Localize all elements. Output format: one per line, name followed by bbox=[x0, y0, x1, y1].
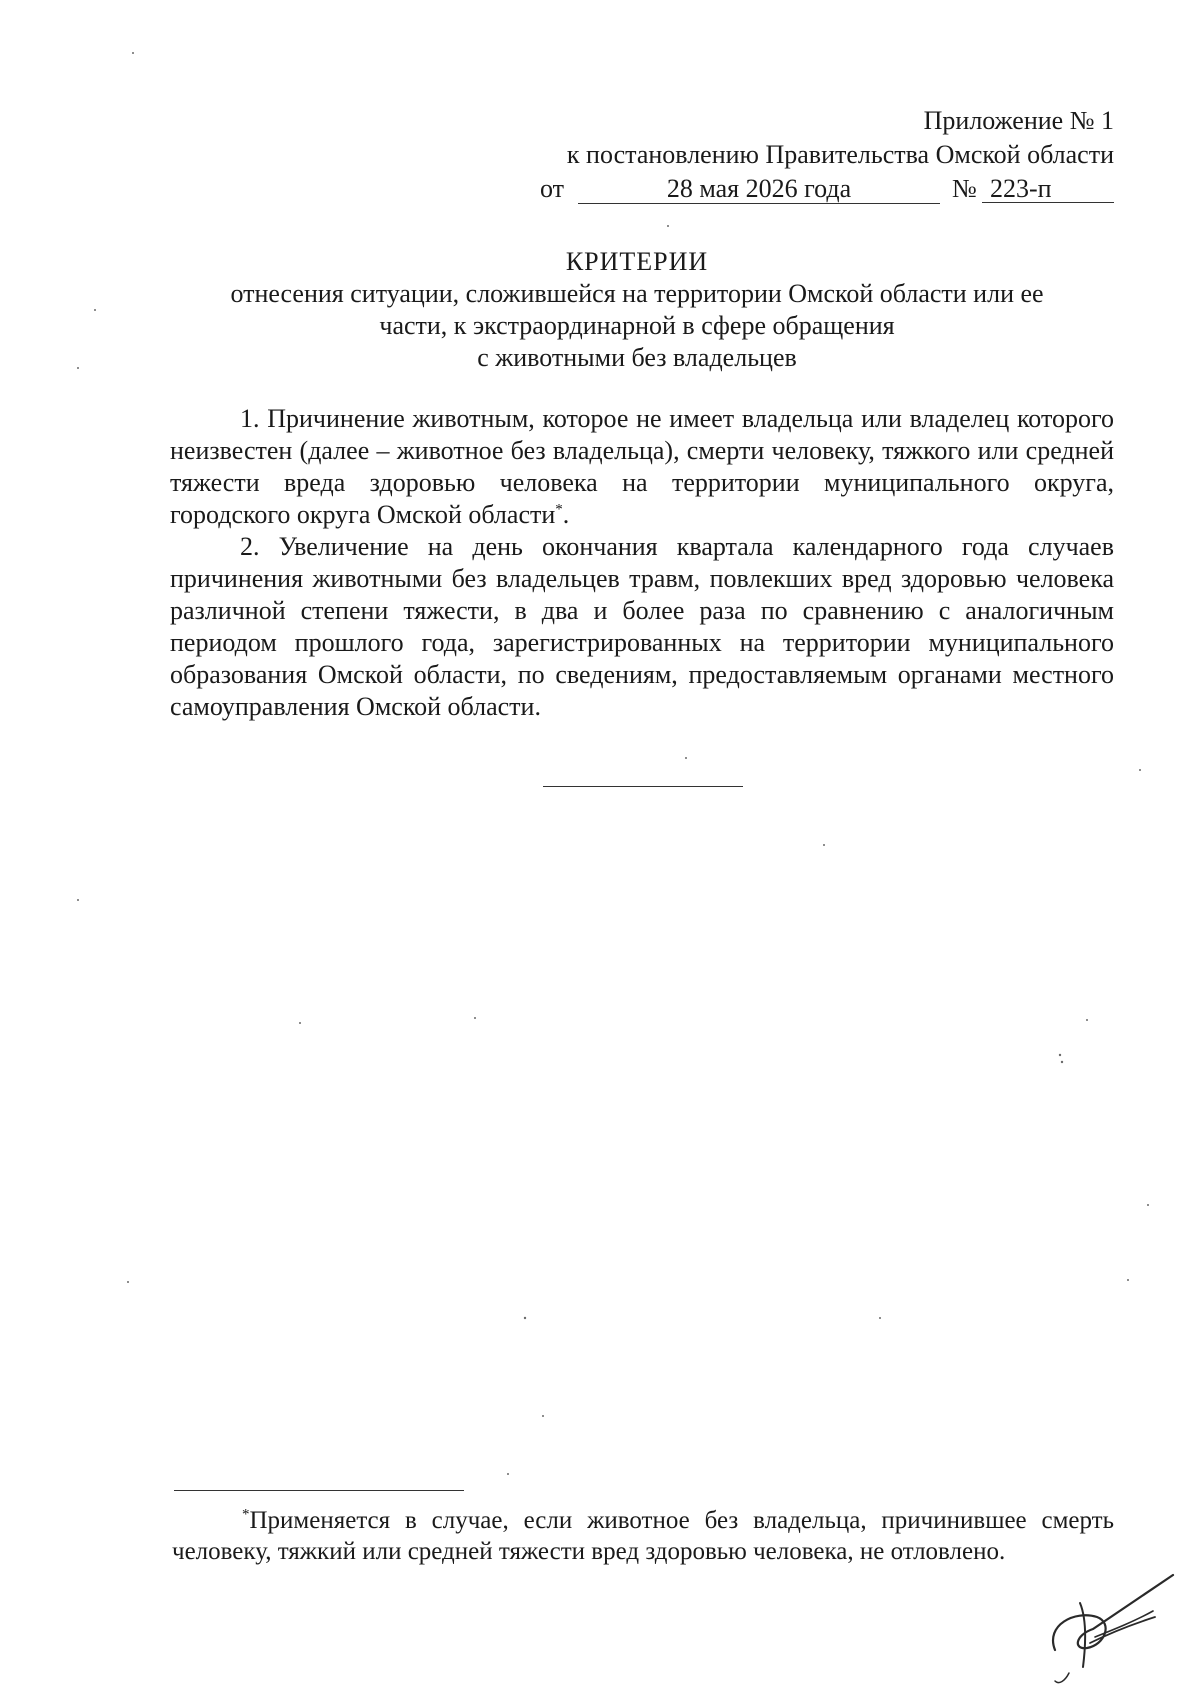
footnote-rule bbox=[174, 1490, 464, 1491]
number-label: № bbox=[952, 174, 977, 203]
from-label: от bbox=[540, 174, 565, 203]
appendix-number: Приложение № 1 bbox=[923, 106, 1114, 135]
resolution-number: 223-п bbox=[982, 172, 1114, 203]
footnote-reference[interactable]: * bbox=[555, 501, 563, 518]
appendix-header bbox=[540, 104, 1114, 208]
resolution-date: 28 мая 2026 года bbox=[578, 172, 940, 204]
title-main: КРИТЕРИИ bbox=[565, 247, 709, 276]
footnote bbox=[172, 1505, 1114, 1567]
footnote-text: Применяется в случае, если животное без владельца, причинившее смерть человеку, тяжкий или средней тяжести вред здоровью человека, не отловлено. bbox=[172, 1507, 1114, 1565]
handwritten-signature bbox=[1035, 1555, 1185, 1690]
criterion-1-text: 1. Причинение животным, которое не имеет владельца или владелец которого неизвестен (далее – животное без владельца), смерти человеку, тяжкого или средней тяжести вреда здоровью человека на территории муниципального округа, городского округа Омской области bbox=[170, 404, 1114, 529]
criterion-2: 2. Увеличение на день окончания квартала календарного года случаев причинения животными без владельцев травм, повлекших вред здоровью человека различной степени тяжести, в два и более раза по сравнению с аналогичным периодом прошлого года, зарегистрированных на территории муниципального образования Омской области, по сведениям, предоставляемым органами местного самоуправления Омской области. bbox=[170, 532, 1114, 721]
footnote-mark: * bbox=[242, 1506, 250, 1523]
criterion-1-end: . bbox=[562, 500, 570, 529]
end-separator bbox=[543, 786, 743, 787]
document-title bbox=[160, 246, 1114, 374]
footnote-paragraph bbox=[172, 1505, 1114, 1567]
criteria-body bbox=[170, 403, 1114, 723]
resolution-reference: к постановлению Правительства Омской области bbox=[566, 140, 1114, 169]
criterion-1 bbox=[170, 403, 1114, 531]
title-subtitle-line-3: с животными без владельцев bbox=[477, 343, 797, 372]
title-subtitle-line-2: части, к экстраординарной в сфере обращения bbox=[379, 311, 895, 340]
resolution-date-line bbox=[540, 172, 1114, 208]
title-subtitle-line-1: отнесения ситуации, сложившейся на территории Омской области или ее bbox=[230, 279, 1044, 308]
